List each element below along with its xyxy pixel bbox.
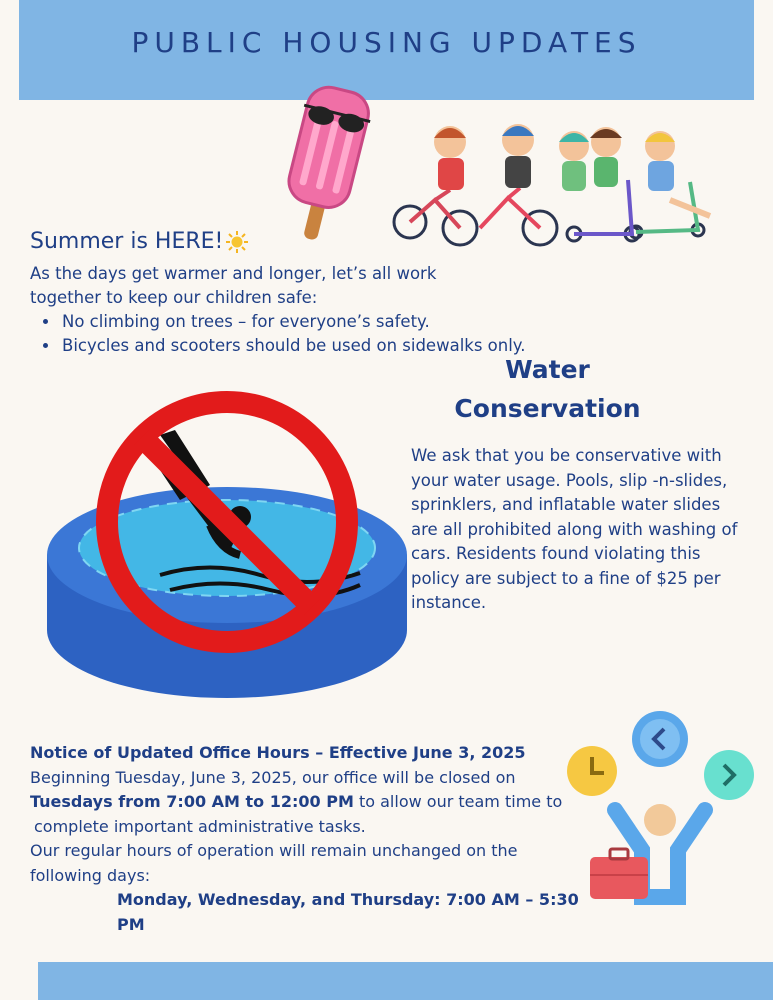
- page-title: PUBLIC HOUSING UPDATES: [131, 25, 642, 59]
- water-conservation-title: Water Conservation: [454, 355, 641, 423]
- list-item: • Bicycles and scooters should be used on sidewalks only.: [60, 334, 530, 358]
- water-conservation-body: We ask that you be conservative with your water usage. Pools, slip -n-slides, sprinklers, and inflatable water slides are all prohibited along with washing of cars. Residents found violating this policy are subject to a fine of $25 per instance.: [411, 446, 738, 612]
- summer-intro: As the days get warmer and longer, let’s all work together to keep our children safe:: [30, 264, 437, 307]
- notice-line: to allow our team time to: [353, 792, 563, 811]
- summer-title-text: Summer is HERE!: [30, 229, 224, 254]
- header-banner: [19, 0, 754, 100]
- sun-icon: [225, 230, 249, 254]
- office-hours-notice: [30, 741, 610, 937]
- summer-heading: [30, 229, 249, 254]
- kids-riding-icon: [390, 120, 725, 250]
- list-item: • No climbing on trees – for everyone’s safety.: [60, 310, 530, 334]
- regular-schedule: Monday, Wednesday, and Thursday: 7:00 AM – 5:30 PM: [117, 890, 579, 934]
- notice-line: complete important administrative tasks.: [34, 816, 366, 836]
- notice-line: Beginning Tuesday, June 3, 2025, our office will be closed on: [30, 767, 516, 787]
- closed-hours: Tuesdays from 7:00 AM to 12:00 PM: [30, 792, 354, 811]
- notice-line: Our regular hours of operation will remain unchanged on the following days:: [30, 841, 518, 885]
- notice-heading: Notice of Updated Office Hours – Effective June 3, 2025: [30, 743, 526, 762]
- no-swimming-pool-icon: [40, 385, 415, 705]
- footer-banner: [38, 962, 773, 1000]
- popsicle-icon: [280, 80, 375, 245]
